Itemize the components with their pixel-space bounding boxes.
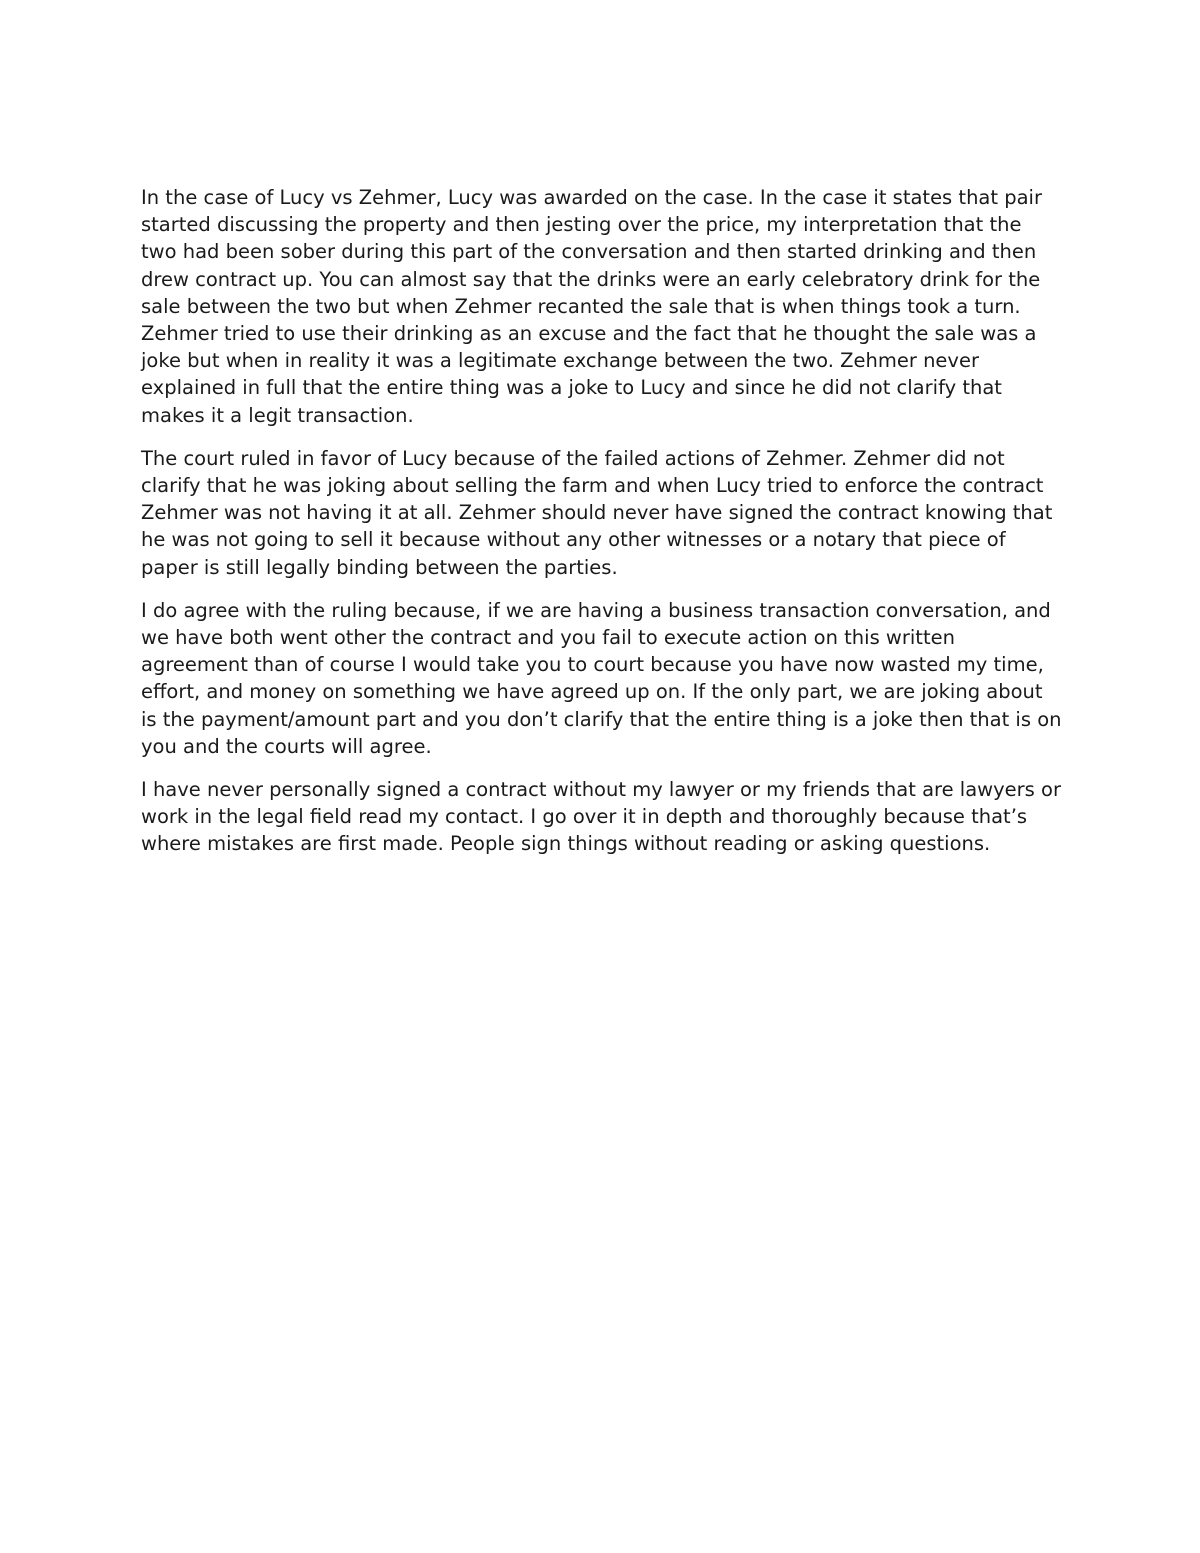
document-body — [141, 184, 1063, 874]
paragraph-3: I do agree with the ruling because, if we are having a business transaction conversation, and we have both went other the contract and you fail to execute action on this written agreement than of course I would take you to court because you have now wasted my time, effort, and money on something we have agreed up on. If the only part, we are joking about is the payment/amount part and you don’t clarify that the entire thing is a joke then that is on you and the courts will agree. — [141, 598, 1062, 758]
paragraph-1: In the case of Lucy vs Zehmer, Lucy was awarded on the case. In the case it states that pair started discussing the property and then jesting over the price, my interpretation that the two had been sober during this part of the conversation and then started drinking and then drew contract up. You can almost say that the drinks were an early celebratory drink for the sale between the two but when Zehmer recanted the sale that is when things took a turn. Zehmer tried to use their drinking as an excuse and the fact that he thought the sale was a joke but when in reality it was a legitimate exchange between the two. Zehmer never explained in full that the entire thing was a joke to Lucy and since he did not clarify that makes it a legit transaction. — [141, 186, 1042, 427]
paragraph-2: The court ruled in favor of Lucy because of the failed actions of Zehmer. Zehmer did not clarify that he was joking about selling the farm and when Lucy tried to enforce the contract Zehmer was not having it at all. Zehmer should never have signed the contract knowing that he was not going to sell it because without any other witnesses or a notary that piece of paper is still legally binding between the parties. — [141, 446, 1053, 579]
paragraph-4: I have never personally signed a contract without my lawyer or my friends that are lawyers or work in the legal field read my contact. I go over it in depth and thoroughly because that’s where mistakes are first made. People sign things without reading or asking questions. — [141, 778, 1061, 856]
